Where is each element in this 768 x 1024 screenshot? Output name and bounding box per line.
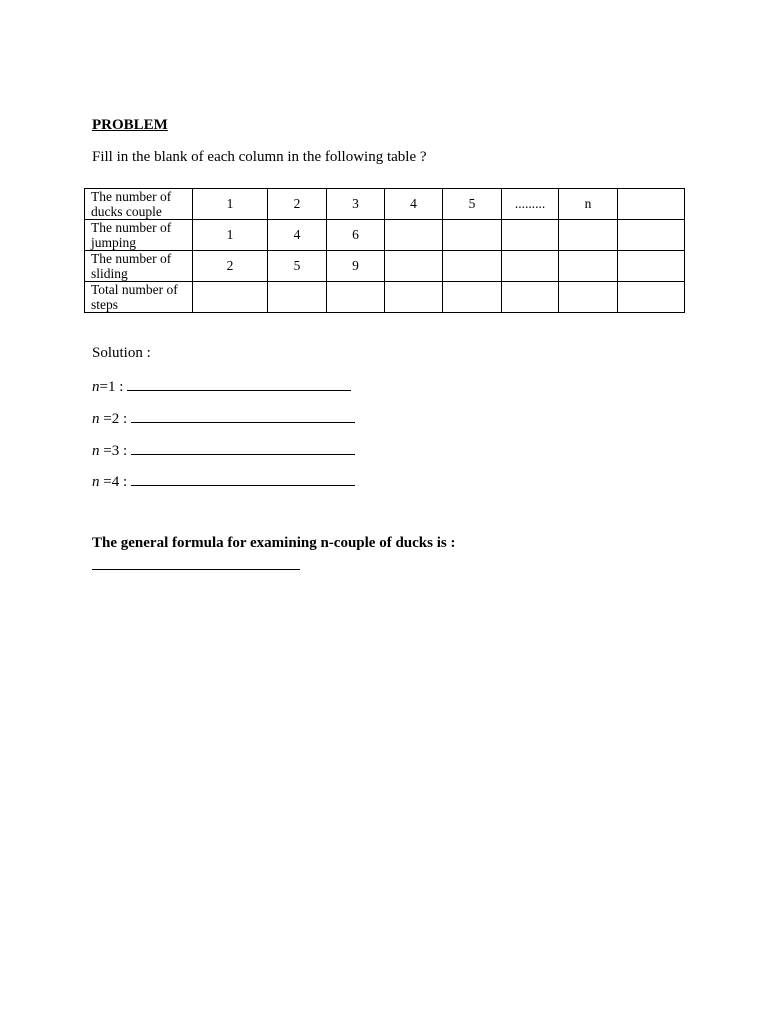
table-cell — [502, 282, 559, 313]
table-cell — [618, 220, 685, 251]
table-row — [85, 220, 685, 251]
answer-blank — [131, 441, 355, 455]
solution-line-n4 — [92, 472, 355, 491]
table-cell — [385, 251, 443, 282]
table-cell — [502, 251, 559, 282]
table-cell — [385, 282, 443, 313]
solution-line-n3 — [92, 441, 355, 460]
table-cell — [327, 282, 385, 313]
row-label: The number of jumping — [85, 220, 193, 251]
line-prefix: =2 : — [99, 411, 131, 427]
answer-blank — [127, 377, 351, 391]
table-cell: 6 — [327, 220, 385, 251]
line-prefix: =4 : — [99, 474, 131, 490]
line-prefix: =1 : — [99, 379, 128, 395]
table-cell — [443, 220, 502, 251]
table-cell: 5 — [443, 189, 502, 220]
table-cell: 2 — [268, 189, 327, 220]
answer-blank — [131, 472, 355, 486]
table-cell: 4 — [268, 220, 327, 251]
table-cell: 1 — [193, 220, 268, 251]
row-label: The number of sliding — [85, 251, 193, 282]
line-prefix: =3 : — [99, 443, 131, 459]
table-cell — [618, 282, 685, 313]
table-cell: 5 — [268, 251, 327, 282]
table-cell: 1 — [193, 189, 268, 220]
table-cell: 4 — [385, 189, 443, 220]
formula-answer-blank — [92, 569, 300, 570]
table-cell — [618, 189, 685, 220]
solution-line-n1 — [92, 377, 351, 396]
table-cell — [618, 251, 685, 282]
row-label: Total number of steps — [85, 282, 193, 313]
ducks-table — [84, 188, 685, 313]
table-cell — [443, 282, 502, 313]
table-cell — [559, 282, 618, 313]
table-cell — [385, 220, 443, 251]
table-cell — [193, 282, 268, 313]
table-cell — [268, 282, 327, 313]
variable-n: n — [92, 443, 100, 459]
table-cell: n — [559, 189, 618, 220]
solution-label: Solution : — [92, 345, 151, 361]
row-label: The number of ducks couple — [85, 189, 193, 220]
table-cell: 2 — [193, 251, 268, 282]
answer-blank — [131, 409, 355, 423]
instruction-text: Fill in the blank of each column in the following table ? — [92, 149, 427, 165]
problem-heading: PROBLEM — [92, 117, 168, 133]
table-cell: 3 — [327, 189, 385, 220]
solution-line-n2 — [92, 409, 355, 428]
table-cell — [559, 220, 618, 251]
table-row — [85, 189, 685, 220]
table-cell — [443, 251, 502, 282]
table-row — [85, 282, 685, 313]
table-cell — [502, 220, 559, 251]
table-cell: ......... — [502, 189, 559, 220]
table-cell — [559, 251, 618, 282]
table-row — [85, 251, 685, 282]
variable-n: n — [92, 411, 100, 427]
variable-n: n — [92, 379, 100, 395]
table-cell: 9 — [327, 251, 385, 282]
variable-n: n — [92, 474, 100, 490]
general-formula-prompt: The general formula for examining n-couple of ducks is : — [92, 535, 456, 551]
